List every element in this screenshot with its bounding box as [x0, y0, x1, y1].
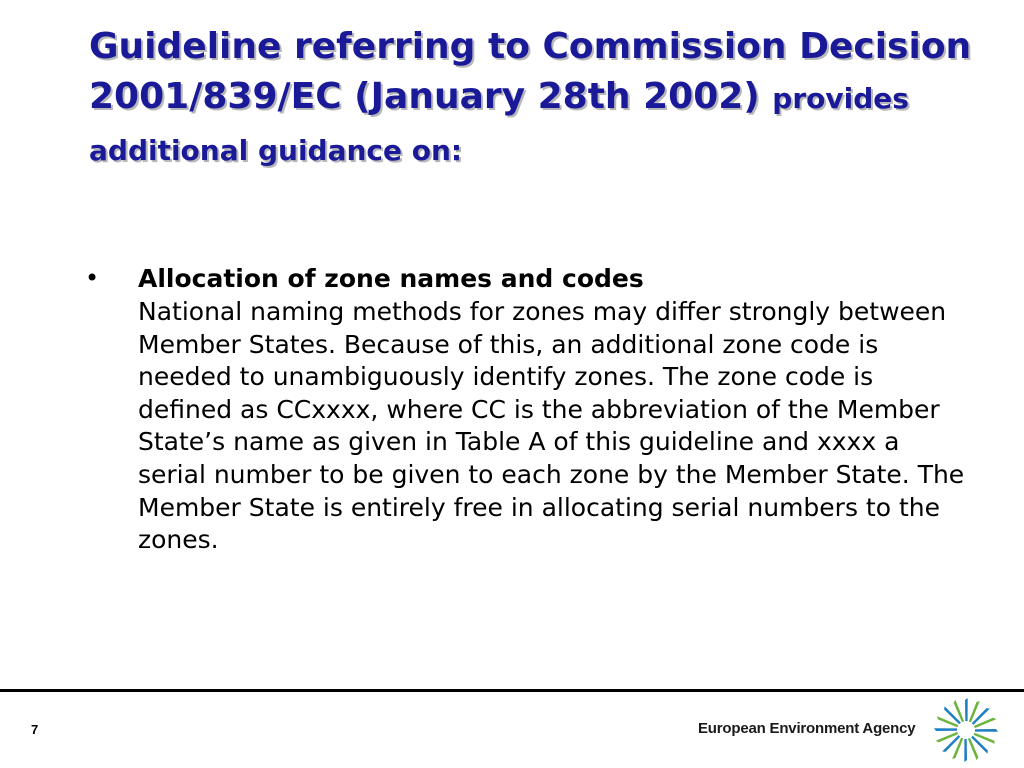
- bullet-list: [85, 262, 965, 557]
- logo-ray: [964, 739, 967, 762]
- bullet-marker: •: [85, 264, 100, 292]
- page-number: 7: [31, 722, 39, 737]
- item-heading: Allocation of zone names and codes: [138, 264, 644, 293]
- footer-divider: [0, 689, 1024, 692]
- item-body: National naming methods for zones may differ strongly between Member States. Because of this, an additional zone code is needed to unambiguously identify zones. The zone code is defined as CCxxxx, where CC is the abbreviation of the Member State’s name as given in Table A of this guideline and xxxx a serial number to be given to each zone by the Member State. The Member State is entirely free in allocating serial numbers to the zones.: [138, 297, 965, 555]
- logo-ray: [965, 698, 968, 721]
- logo-ray: [975, 729, 998, 732]
- list-item: [85, 262, 965, 557]
- agency-name: European Environment Agency: [698, 720, 916, 737]
- slide-title: [89, 22, 989, 176]
- logo-ray: [934, 728, 957, 731]
- eea-sunburst-logo-icon: [934, 698, 998, 762]
- slide-title-main: Guideline referring to Commission Decision 2001/839/EC (January 28th 2002): [89, 26, 972, 117]
- slide-title-sub: provides additional guidance on:: [89, 82, 909, 167]
